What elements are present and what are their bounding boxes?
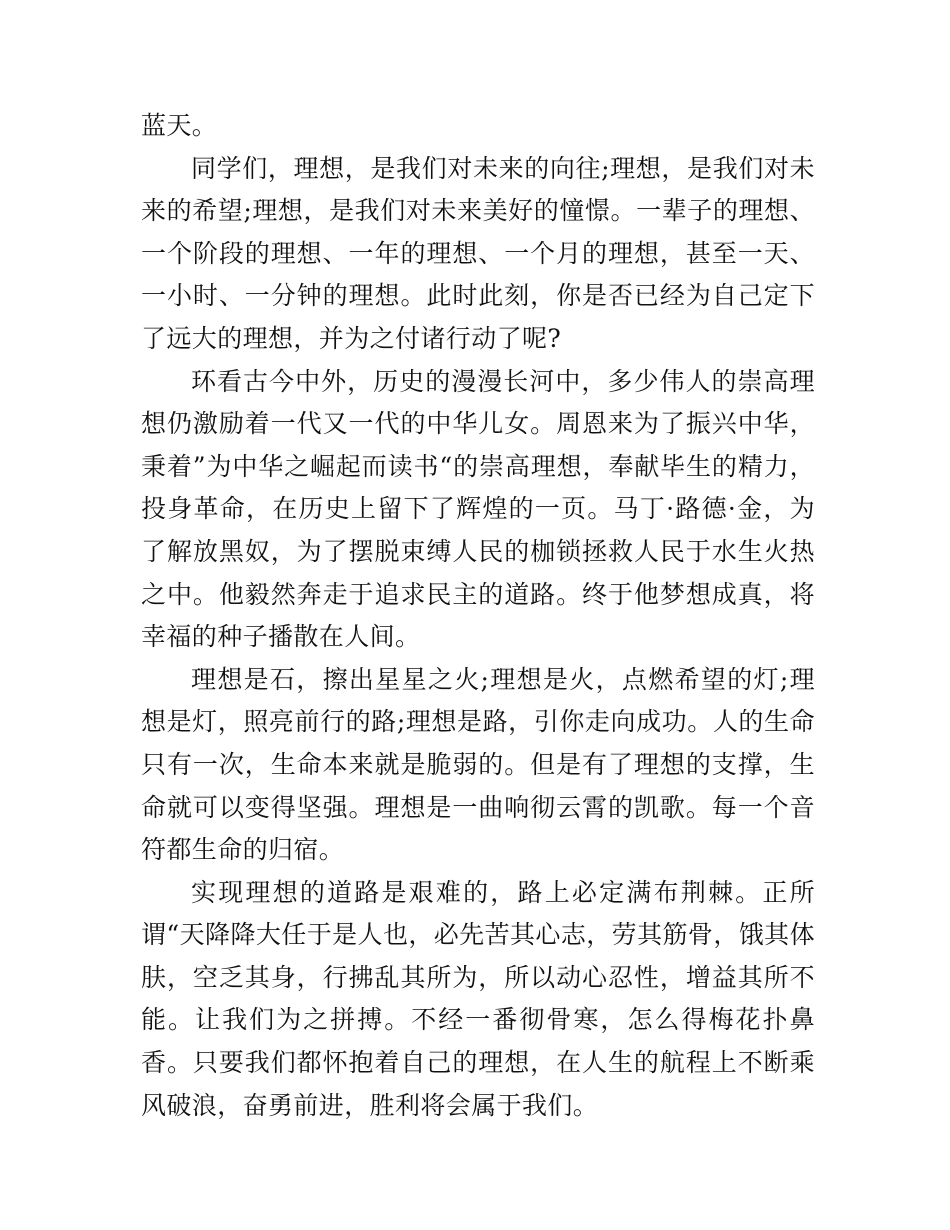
paragraph-ideal-metaphor: 理想是石，擦出星星之火;理想是火，点燃希望的灯;理想是灯，照亮前行的路;理想是路，引你走向成功。人的生命只有一次，生命本来就是脆弱的。但是有了理想的支撑，生命就可以变得坚强。理想是一曲响彻云霄的凯歌。每一个音符都生命的归宿。 [141, 664, 815, 865]
paragraph-realizing-ideal: 实现理想的道路是艰难的，路上必定满布荆棘。正所谓“天降降大任于是人也，必先苦其心志，劳其筋骨，饿其体肤，空乏其身，行拂乱其所为，所以动心忍性，增益其所不能。让我们为之拼搏。不经一番彻骨寒，怎么得梅花扑鼻香。只要我们都怀抱着自己的理想，在人生的航程上不断乘风破浪，奋勇前进，胜利将会属于我们。 [141, 877, 815, 1120]
paragraph-ideal-definition: 同学们，理想，是我们对未来的向往;理想，是我们对未来的希望;理想，是我们对未来美好的憧憬。一辈子的理想、一个阶段的理想、一年的理想、一个月的理想，甚至一天、一小时、一分钟的理想。此时此刻，你是否已经为自己定下了远大的理想，并为之付诸行动了呢? [141, 153, 815, 353]
document-body [141, 105, 815, 1127]
paragraph-continuation: 蓝天。 [141, 111, 218, 140]
paragraph-historical-examples: 环看古今中外，历史的漫漫长河中，多少伟人的崇高理想仍激励着一代又一代的中华儿女。周恩来为了振兴中华，秉着”为中华之崛起而读书“的崇高理想，奉献毕生的精力，投身革命，在历史上留下了辉煌的一页。马丁·路德·金，为了解放黑奴，为了摆脱束缚人民的枷锁拯救人民于水生火热之中。他毅然奔走于追求民主的道路。终于他梦想成真，将幸福的种子播散在人间。 [141, 366, 815, 652]
